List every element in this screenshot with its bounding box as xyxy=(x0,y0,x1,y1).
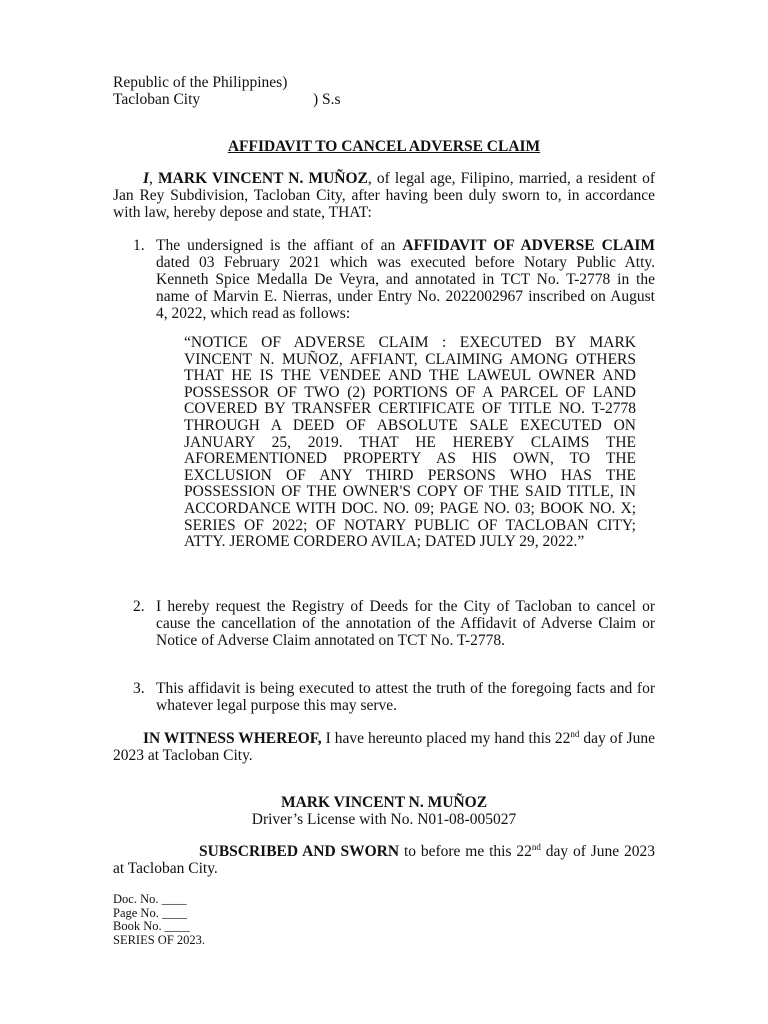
intro-text: , of legal age, Filipino, married, a resident of Jan Rey Subdivision, Tacloban City, after having been duly sworn to, in accordance with law, hereby depose and state, THAT: xyxy=(113,170,655,221)
witness-text: I have hereunto placed my hand this 22 xyxy=(321,730,571,747)
item-1-pre: The undersigned is the affiant of an xyxy=(156,237,403,254)
document-title: AFFIDAVIT TO CANCEL ADVERSE CLAIM xyxy=(227,138,541,155)
intro-pronoun: I xyxy=(143,170,150,187)
item-1-number: 1. xyxy=(133,237,145,254)
intro-comma: , xyxy=(149,170,159,187)
notarial-series: SERIES OF 2023. xyxy=(113,932,206,947)
jurat-text: to before me this 22 xyxy=(399,843,532,860)
affiant-name: MARK VINCENT N. MUÑOZ xyxy=(158,170,368,187)
notarial-book: Book No. ____ xyxy=(113,919,190,933)
notarial-doc: Doc. No. ____ xyxy=(113,892,187,906)
item-1-post: dated 03 February 2021 which was executed before Notary Public Atty. Kenneth Spice Medalla De Veyra, and annotated in TCT No. T-2778 in the name of Marvin E. Nierras, under Entry No. 2022002967 inscribed on August 4, 2022, which read as follows: xyxy=(156,254,655,322)
item-2-text: I hereby request the Registry of Deeds for the City of Tacloban to cancel or cause the cancellation of the annotation of the Affidavit of Adverse Claim or Notice of Adverse Claim annotated on TCT No. T-2778. xyxy=(156,598,655,649)
list-item-1 xyxy=(133,237,655,322)
intro-paragraph xyxy=(113,170,655,221)
witness-bold: IN WITNESS WHEREOF, xyxy=(143,730,322,747)
jurat-paragraph xyxy=(113,843,655,877)
jurat-sup: nd xyxy=(531,841,541,852)
venue-city-row xyxy=(113,91,341,108)
item-1-text xyxy=(156,237,655,322)
jurat-text-2: day of June 2023 at Tacloban City. xyxy=(113,843,655,877)
jurat-bold: SUBSCRIBED AND SWORN xyxy=(199,843,400,860)
witness-text-2: day of June 2023 at Tacloban City. xyxy=(113,730,655,764)
venue-block xyxy=(113,74,341,108)
notarial-register xyxy=(113,893,205,947)
venue-ss: ) S.s xyxy=(313,91,341,108)
item-1-bold: AFFIDAVIT OF ADVERSE CLAIM xyxy=(402,237,655,254)
adverse-claim-quote: “NOTICE OF ADVERSE CLAIM : EXECUTED BY MARK VINCENT N. MUÑOZ, AFFIANT, CLAIMING AMONG OTHERS THAT HE IS THE VENDEE AND THE LAWEUL OWNER AND POSSESSOR OF TWO (2) PORTIONS OF A PARCEL OF LAND COVERED BY TRANSFER CERTIFICATE OF TITLE NO. T-2778 THROUGH A DEED OF ABSOLUTE SALE EXECUTED ON JANUARY 25, 2019. THAT HE HEREBY CLAIMS THE AFOREMENTIONED PROPERTY AS HIS OWN, TO THE EXCLUSION OF ANY THIRD PERSONS WHO HAS THE POSSESSION OF THE OWNER'S COPY OF THE SAID TITLE, IN ACCORDANCE WITH DOC. NO. 09; PAGE NO. 03; BOOK NO. X; SERIES OF 2022; OF NOTARY PUBLIC OF TACLOBAN CITY; ATTY. JEROME CORDERO AVILA; DATED JULY 29, 2022.” xyxy=(184,334,636,551)
item-3-number: 3. xyxy=(133,680,145,697)
item-3-text: This affidavit is being executed to attest the truth of the foregoing facts and for whatever legal purpose this may serve. xyxy=(156,680,655,714)
venue-republic: Republic of the Philippines) xyxy=(113,74,288,91)
notarial-page: Page No. ____ xyxy=(113,905,187,920)
witness-paragraph xyxy=(113,730,655,764)
signatory-license: Driver’s License with No. N01-08-005027 xyxy=(251,811,517,828)
list-item-3 xyxy=(133,680,655,714)
list-item-2 xyxy=(133,598,655,649)
signatory-name: MARK VINCENT N. MUÑOZ xyxy=(280,794,488,811)
venue-city: Tacloban City xyxy=(113,91,201,108)
item-2-number: 2. xyxy=(133,598,145,615)
witness-sup: nd xyxy=(570,728,580,739)
